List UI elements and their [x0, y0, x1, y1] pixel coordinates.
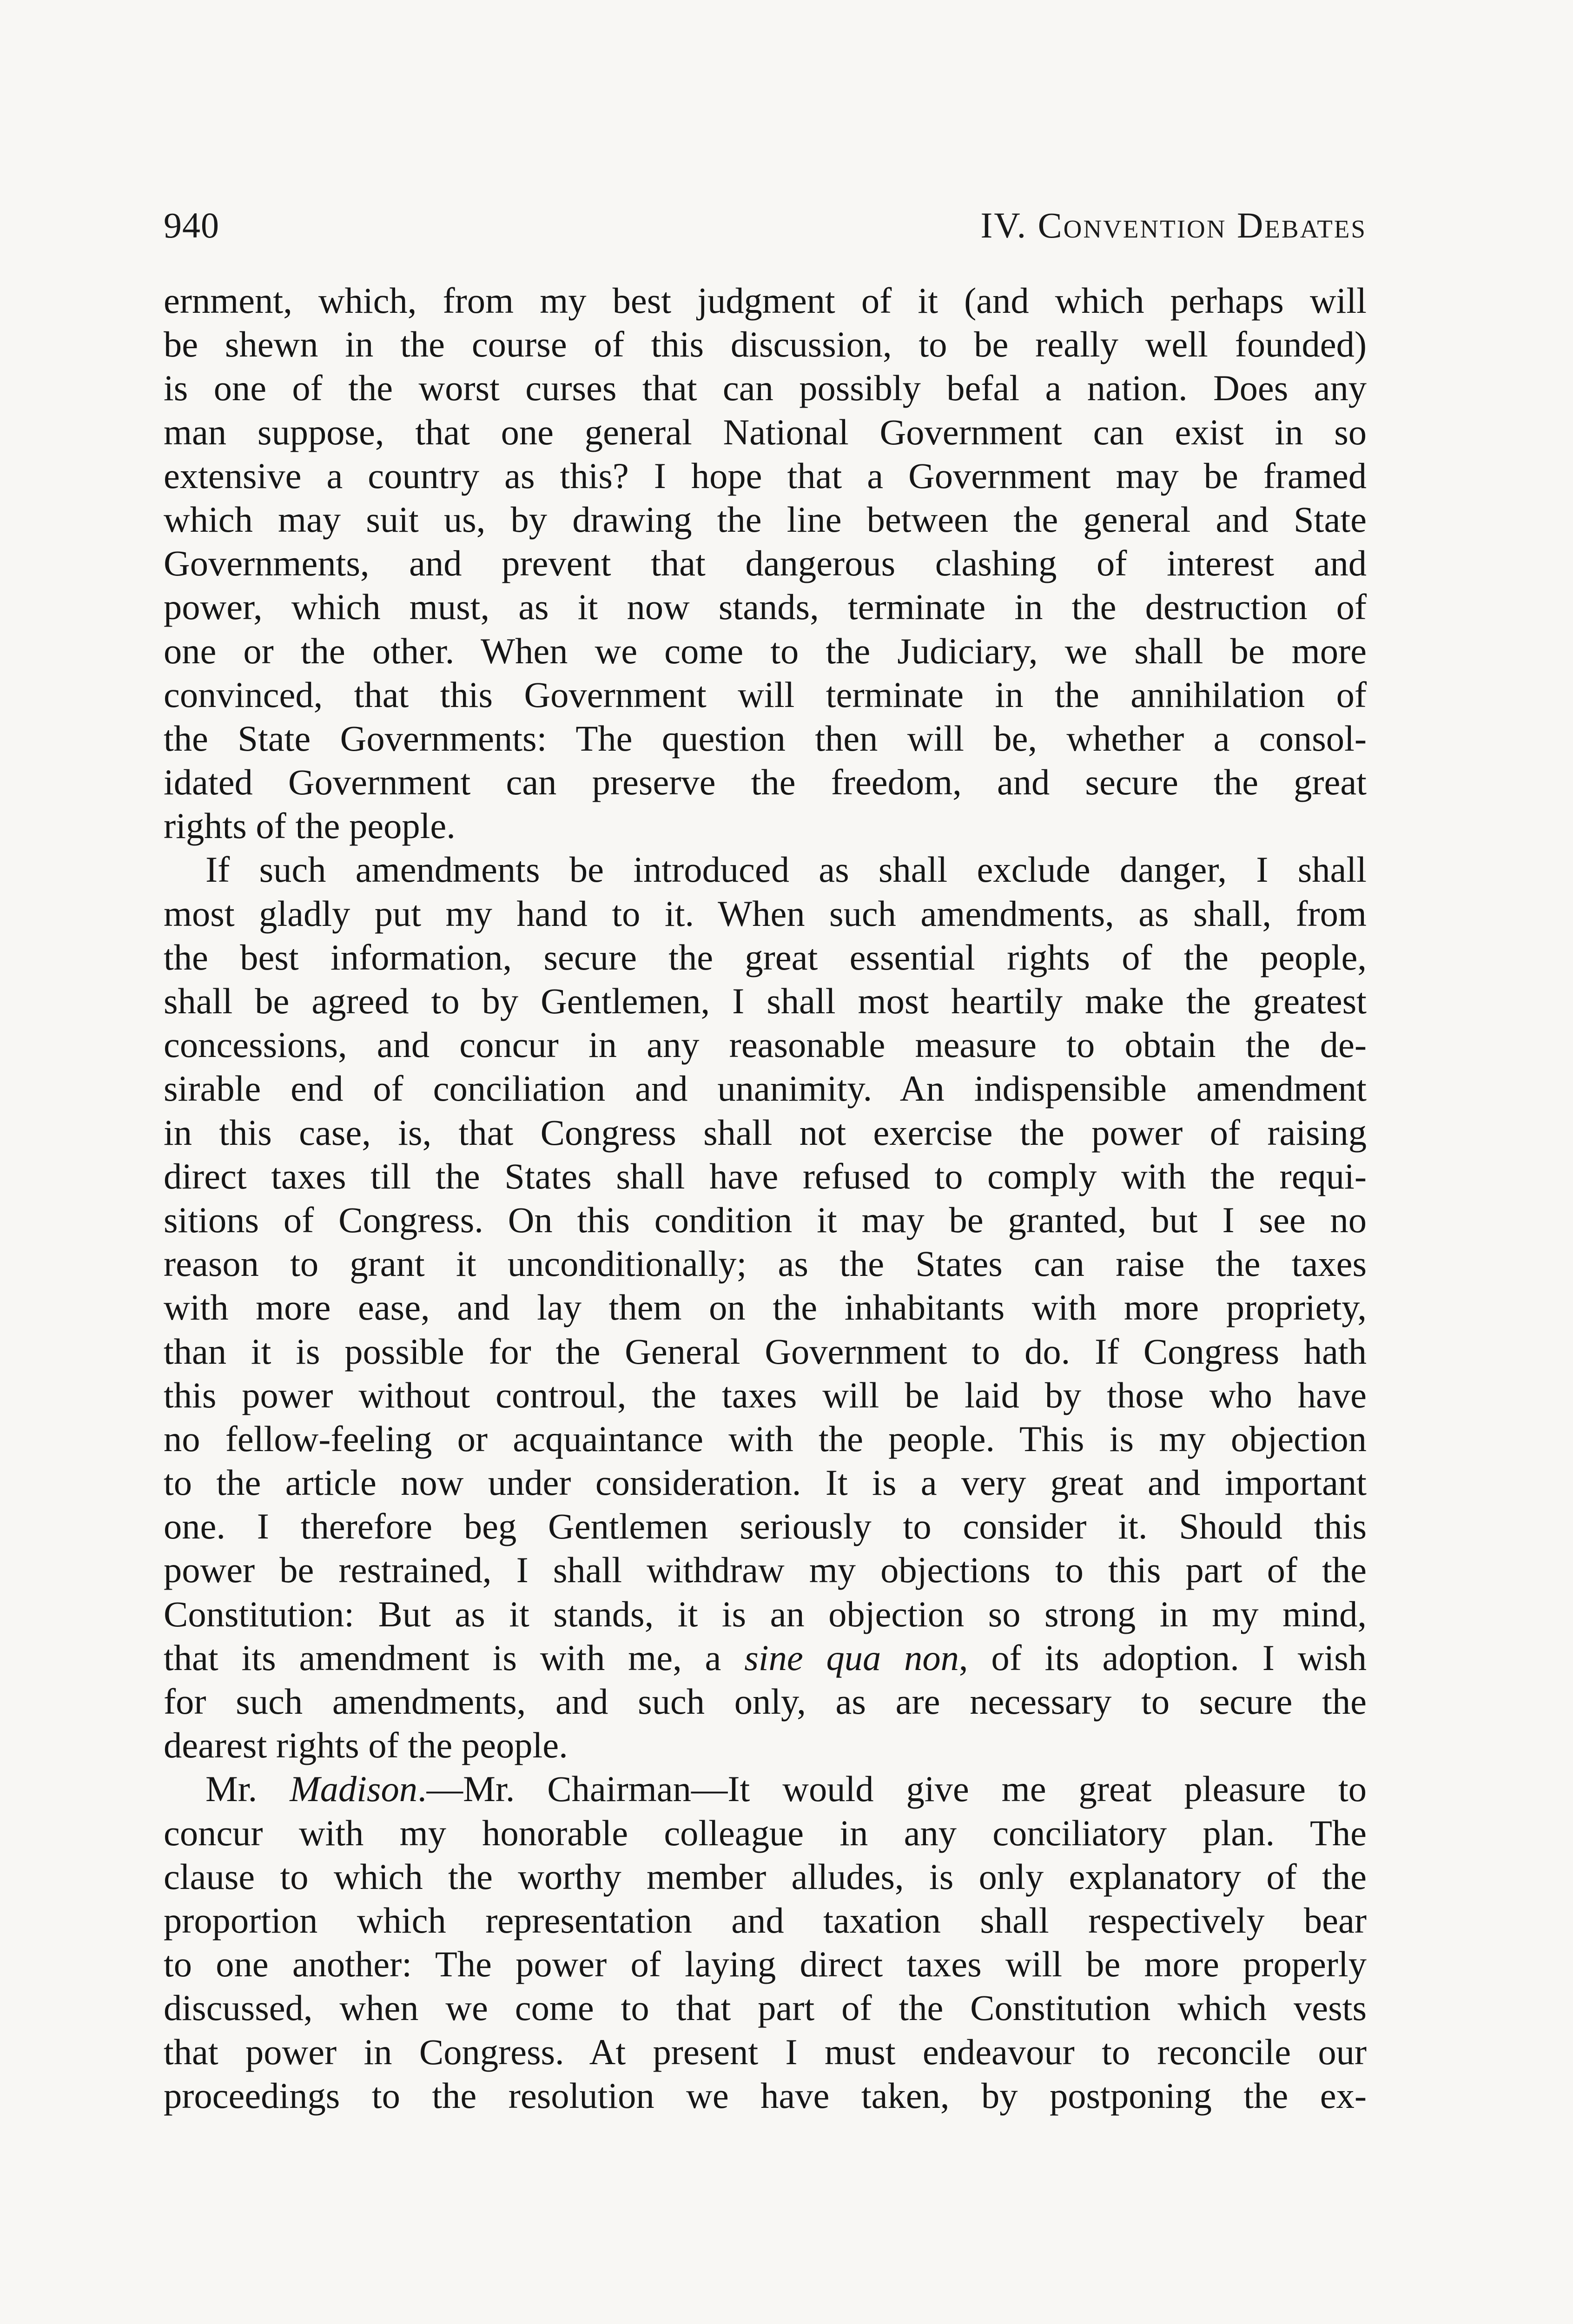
text-line: dearest rights of the people.: [164, 1725, 568, 1766]
text-line: convinced, that this Government will terminate in the annihilation of: [164, 674, 1367, 715]
text-line: which may suit us, by drawing the line between the general and State: [164, 499, 1367, 540]
text-line: with more ease, and lay them on the inhabitants with more propriety,: [164, 1287, 1367, 1328]
paragraph-2: [164, 848, 1367, 1767]
text-line: power, which must, as it now stands, terminate in the destruction of: [164, 587, 1367, 627]
text-line: concur with my honorable colleague in any conciliatory plan. The: [164, 1812, 1367, 1853]
text-line: power be restrained, I shall withdraw my objections to this part of the: [164, 1550, 1367, 1591]
text-line: Governments, and prevent that dangerous clashing of interest and: [164, 543, 1367, 584]
text-line: discussed, when we come to that part of the Constitution which vests: [164, 1987, 1367, 2028]
text-line: If such amendments be introduced as shall exclude danger, I shall: [205, 849, 1367, 890]
text-line: extensive a country as this? I hope that a Government may be framed: [164, 455, 1367, 496]
text-line: be shewn in the course of this discussion, to be really well founded): [164, 324, 1367, 365]
text-line: proceedings to the resolution we have taken, by postponing the ex-: [164, 2075, 1367, 2116]
italic-phrase: sine qua non: [744, 1637, 959, 1678]
text-line: to one another: The power of laying direct taxes will be more properly: [164, 1944, 1367, 1985]
text-line: reason to grant it unconditionally; as the States can raise the taxes: [164, 1243, 1367, 1284]
text-line: direct taxes till the States shall have refused to comply with the requi-: [164, 1155, 1367, 1196]
speaker-suffix: .—Mr. Chairman—It would give me great pleasure to: [417, 1769, 1367, 1809]
body-text: [164, 279, 1367, 2118]
text-line: man suppose, that one general National Government can exist in so: [164, 411, 1367, 452]
text-line: this power without controul, the taxes will be laid by those who have: [164, 1374, 1367, 1415]
text-line: shall be agreed to by Gentlemen, I shall most heartily make the greatest: [164, 981, 1367, 1021]
text-line: idated Government can preserve the freedom, and secure the great: [164, 762, 1367, 803]
text-segment: , of its adoption. I wish: [958, 1637, 1367, 1678]
text-line: sitions of Congress. On this condition it may be granted, but I see no: [164, 1199, 1367, 1240]
section-title: IV. Convention Debates: [980, 205, 1367, 245]
paragraph-3: [164, 1767, 1367, 2118]
text-line: clause to which the worthy member alludes, is only explanatory of the: [164, 1856, 1367, 1897]
text-line: sirable end of conciliation and unanimity. An indispensible amendment: [164, 1068, 1367, 1109]
speaker-name: Madison: [290, 1769, 417, 1809]
paragraph-1: [164, 279, 1367, 848]
text-line: that power in Congress. At present I must endeavour to reconcile our: [164, 2031, 1367, 2072]
speaker-line: [164, 1767, 1367, 1811]
text-line: than it is possible for the General Government to do. If Congress hath: [164, 1331, 1367, 1372]
running-head: [164, 205, 1367, 251]
speaker-prefix: Mr.: [205, 1769, 290, 1809]
text-line: ernment, which, from my best judgment of it (and which perhaps will: [164, 280, 1367, 321]
text-line-with-italic: [164, 1636, 1367, 1680]
text-line: for such amendments, and such only, as are necessary to secure the: [164, 1681, 1367, 1722]
text-line: the State Governments: The question then will be, whether a consol-: [164, 718, 1367, 759]
text-line: most gladly put my hand to it. When such amendments, as shall, from: [164, 893, 1367, 934]
text-line: in this case, is, that Congress shall not exercise the power of raising: [164, 1112, 1367, 1153]
page-number: 940: [164, 205, 219, 245]
text-segment: that its amendment is with me, a: [164, 1637, 745, 1678]
text-line: rights of the people.: [164, 805, 456, 846]
text-line: the best information, secure the great essential rights of the people,: [164, 937, 1367, 977]
text-line: concessions, and concur in any reasonable measure to obtain the de-: [164, 1024, 1367, 1065]
text-line: Constitution: But as it stands, it is an objection so strong in my mind,: [164, 1593, 1367, 1634]
text-line: to the article now under consideration. It is a very great and important: [164, 1462, 1367, 1503]
text-line: proportion which representation and taxation shall respectively bear: [164, 1900, 1367, 1941]
text-line: one. I therefore beg Gentlemen seriously to consider it. Should this: [164, 1506, 1367, 1547]
text-line: no fellow-feeling or acquaintance with the people. This is my objection: [164, 1418, 1367, 1459]
text-line: is one of the worst curses that can possibly befal a nation. Does any: [164, 368, 1367, 409]
text-line: one or the other. When we come to the Judiciary, we shall be more: [164, 630, 1367, 671]
